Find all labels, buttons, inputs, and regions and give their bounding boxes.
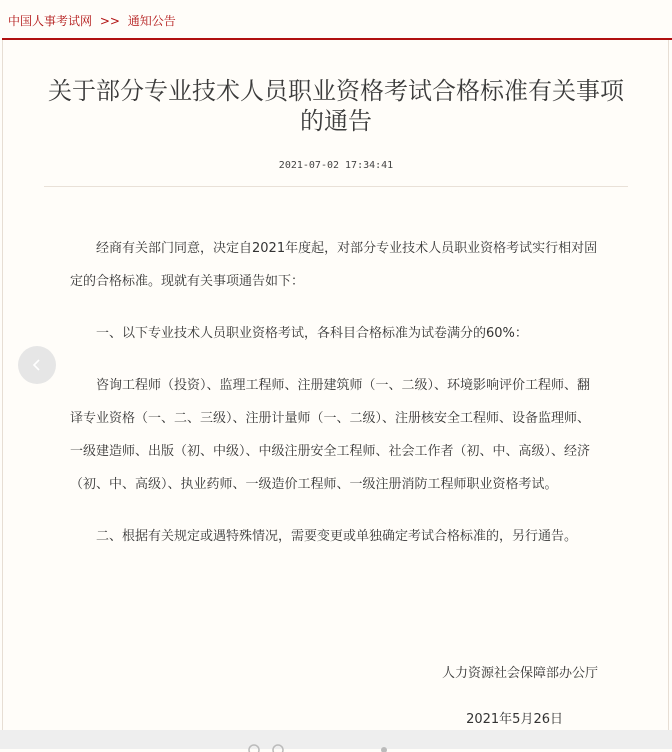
frame-border-right — [668, 40, 669, 730]
publish-date: 2021-07-02 17:34:41 — [278, 160, 394, 171]
paragraph-item-two: 二、根据有关规定或遇特殊情况，需要变更或单独确定考试合格标准的，另行通告。 — [96, 529, 578, 544]
header-divider — [2, 38, 672, 40]
frame-border-left — [2, 40, 3, 730]
partial-icons — [246, 742, 426, 752]
bottom-bar — [0, 730, 672, 749]
article-body — [70, 232, 600, 572]
paragraph-intro: 经商有关部门同意，决定自2021年度起，对部分专业技术人员职业资格考试实行相对固定的合格标准。现就有关事项通告如下： — [70, 241, 598, 289]
breadcrumb-home-link[interactable]: 中国人事考试网 — [8, 14, 93, 28]
signature-date: 2021年5月26日 — [466, 712, 563, 727]
previous-button[interactable] — [18, 346, 56, 384]
paragraph-item-one: 一、以下专业技术人员职业资格考试，各科目合格标准为试卷满分的60%： — [96, 326, 528, 341]
breadcrumb-separator: >> — [99, 14, 120, 28]
chevron-left-icon — [30, 358, 44, 372]
breadcrumb — [0, 0, 672, 40]
paragraph-exam-list: 咨询工程师（投资）、监理工程师、注册建筑师（一、二级）、环境影响评价工程师、翻译专业资格（一、二、三级）、注册计量师（一、二级）、注册核安全工程师、设备监理师、一级建造师、出版（初、中级）、中级注册安全工程师、社会工作者（初、中、高级）、经济（初、中、高级）、执业药师、一级造价工程师、一级注册消防工程师职业资格考试。 — [70, 378, 591, 492]
page-title: 关于部分专业技术人员职业资格考试合格标准有关事项的通告 — [48, 77, 624, 135]
title-divider — [44, 186, 628, 187]
breadcrumb-section-link[interactable]: 通知公告 — [127, 14, 176, 28]
signature-org: 人力资源社会保障部办公厅 — [441, 666, 598, 681]
